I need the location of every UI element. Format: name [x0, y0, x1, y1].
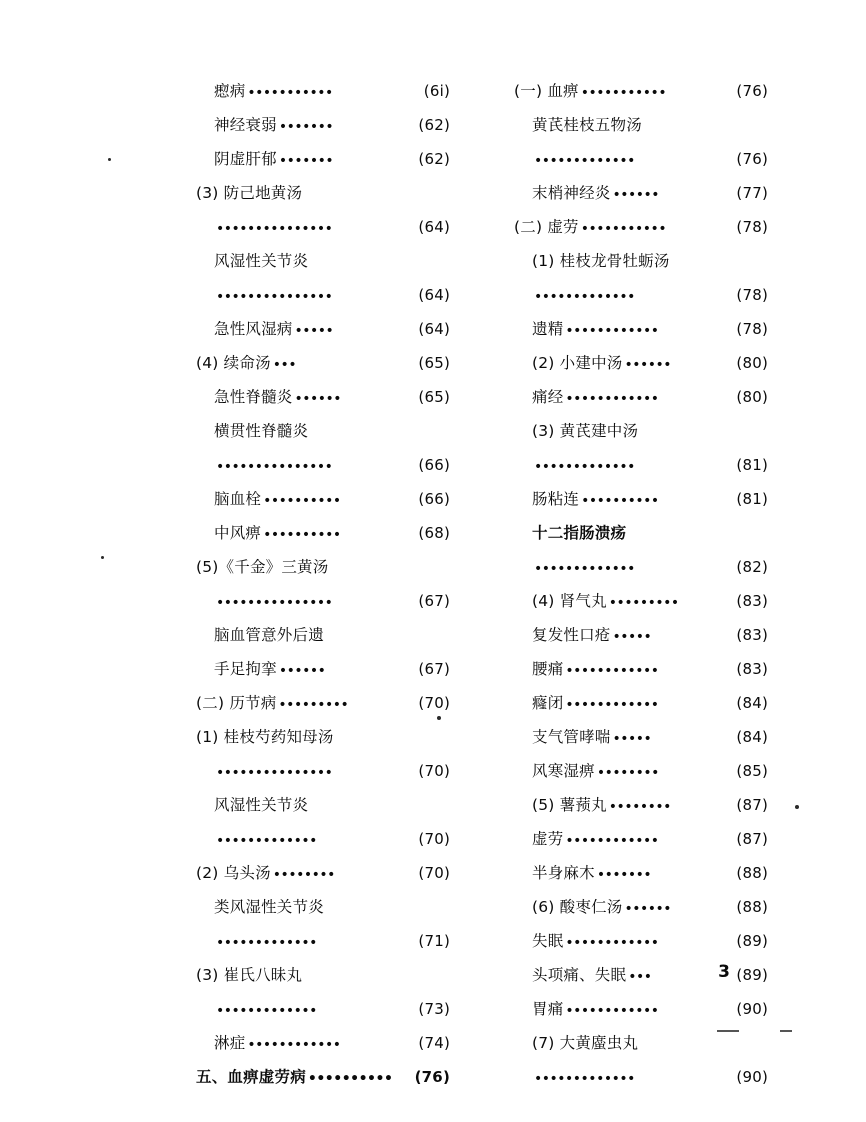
toc-entry-page: (78) — [736, 286, 768, 304]
toc-entry-continuation — [514, 288, 770, 322]
toc-entry — [514, 322, 770, 356]
toc-entry-page: (78) — [736, 218, 768, 236]
toc-dot-leader: ••••• — [612, 629, 652, 645]
toc-entry-page: (90) — [736, 1068, 768, 1086]
toc-dot-leader: ••• — [272, 357, 297, 373]
toc-dot-leader: ••••••••••••• — [534, 1071, 635, 1087]
toc-entry-page: (67) — [418, 660, 450, 678]
scan-dash — [717, 1030, 739, 1032]
toc-entry-label: 五、血痹虚劳病 — [196, 1068, 306, 1086]
toc-dot-leader: •••••• — [612, 187, 660, 203]
toc-dot-leader: •••••••••••• — [565, 391, 659, 407]
toc-dot-leader: •••••••••• — [263, 493, 341, 509]
toc-entry — [196, 254, 452, 288]
scan-speck — [108, 158, 111, 161]
toc-entry-continuation — [196, 220, 452, 254]
toc-entry-page: (83) — [736, 592, 768, 610]
toc-entry-chapter — [196, 1070, 452, 1104]
toc-dot-leader: •••••• — [624, 357, 672, 373]
toc-entry-continuation — [514, 1070, 770, 1104]
toc-entry-page: (84) — [736, 694, 768, 712]
toc-entry-page: (81) — [736, 456, 768, 474]
toc-dot-leader: ••••• — [612, 731, 652, 747]
toc-column-right — [514, 84, 770, 1104]
toc-dot-leader: ••••••••••• — [580, 221, 667, 237]
toc-entry-label: (1) 桂枝龙骨牡蛎汤 — [532, 252, 670, 270]
toc-column-left — [196, 84, 452, 1104]
toc-dot-leader: •••••••• — [596, 765, 659, 781]
toc-entry-label: 黄芪桂枝五物汤 — [532, 116, 642, 134]
toc-dot-leader: •••••••••••• — [565, 697, 659, 713]
toc-entry-label: (5)《千金》三黄汤 — [196, 558, 329, 576]
scan-speck — [437, 716, 441, 720]
toc-entry — [514, 594, 770, 628]
toc-entry — [514, 730, 770, 764]
toc-entry-page: (65) — [418, 388, 450, 406]
toc-entry-label: (6) 酸枣仁汤 — [532, 898, 623, 916]
toc-entry — [514, 866, 770, 900]
toc-entry-page: (62) — [418, 116, 450, 134]
toc-dot-leader: ••••••••••••• — [216, 833, 317, 849]
toc-entry — [196, 492, 452, 526]
toc-entry-continuation — [196, 458, 452, 492]
toc-dot-leader: •••••••••••• — [565, 323, 659, 339]
toc-dot-leader: •••••••••• — [307, 1071, 393, 1087]
toc-entry — [514, 424, 770, 458]
toc-entry-page: (90) — [736, 1000, 768, 1018]
toc-entry-label: 十二指肠溃疡 — [532, 524, 627, 542]
toc-entry-page: (6i) — [423, 82, 450, 100]
toc-entry-label: (3) 黄芪建中汤 — [532, 422, 639, 440]
page-number: 3 — [718, 962, 730, 982]
toc-entry — [514, 696, 770, 730]
toc-entry-page: (70) — [418, 864, 450, 882]
toc-entry-label: 神经衰弱 — [214, 116, 277, 134]
toc-entry-label: 中风痹 — [214, 524, 262, 542]
toc-entry-label: 末梢神经炎 — [532, 184, 611, 202]
toc-dot-leader: •••••• — [624, 901, 672, 917]
toc-entry-page: (84) — [736, 728, 768, 746]
scan-speck — [795, 805, 799, 809]
toc-dot-leader: ••••••••••••• — [534, 289, 635, 305]
toc-entry-page: (71) — [418, 932, 450, 950]
toc-dot-leader: ••••••••••••••• — [216, 459, 333, 475]
toc-entry-page: (88) — [736, 898, 768, 916]
toc-dot-leader: ••••••••• — [608, 595, 679, 611]
toc-entry-continuation — [514, 152, 770, 186]
toc-entry-label: 虚劳 — [532, 830, 564, 848]
toc-dot-leader: •••••••••••• — [565, 833, 659, 849]
toc-entry — [514, 934, 770, 968]
toc-entry-label: (2) 乌头汤 — [196, 864, 271, 882]
toc-entry-label: 类风湿性关节炎 — [214, 898, 324, 916]
toc-entry-label: 风寒湿痹 — [532, 762, 595, 780]
scan-speck — [101, 556, 104, 559]
scan-dash — [780, 1030, 792, 1032]
toc-entry-continuation — [196, 288, 452, 322]
toc-entry — [514, 84, 770, 118]
toc-entry — [514, 832, 770, 866]
table-of-contents — [196, 84, 776, 1104]
toc-entry-label: 癃闭 — [532, 694, 564, 712]
toc-entry-page: (76) — [414, 1068, 450, 1086]
toc-entry-label: 淋症 — [214, 1034, 246, 1052]
toc-entry — [514, 798, 770, 832]
toc-entry-page: (68) — [418, 524, 450, 542]
toc-dot-leader: •••••••• — [608, 799, 671, 815]
toc-dot-leader: •••••••••••• — [565, 935, 659, 951]
toc-entry-label: 失眠 — [532, 932, 564, 950]
toc-entry-continuation — [196, 594, 452, 628]
toc-entry-page: (76) — [736, 82, 768, 100]
toc-dot-leader: ••••••••••••• — [534, 459, 635, 475]
toc-entry-label: 急性风湿病 — [214, 320, 293, 338]
toc-entry-page: (87) — [736, 830, 768, 848]
toc-entry-label: (4) 续命汤 — [196, 354, 271, 372]
toc-entry — [196, 356, 452, 390]
toc-dot-leader: ••••••••••••• — [216, 935, 317, 951]
toc-entry — [514, 662, 770, 696]
toc-entry — [196, 662, 452, 696]
toc-entry-label: (4) 肾气丸 — [532, 592, 607, 610]
toc-entry — [196, 696, 452, 730]
toc-dot-leader: ••••••••••••••• — [216, 595, 333, 611]
toc-entry-page: (70) — [418, 694, 450, 712]
toc-entry-page: (87) — [736, 796, 768, 814]
toc-entry-page: (66) — [418, 490, 450, 508]
toc-entry-continuation — [514, 458, 770, 492]
toc-dot-leader: ••••• — [294, 323, 334, 339]
toc-entry — [514, 968, 770, 1002]
toc-entry-page: (66) — [418, 456, 450, 474]
toc-entry-page: (64) — [418, 320, 450, 338]
toc-entry-page: (67) — [418, 592, 450, 610]
toc-entry — [514, 220, 770, 254]
toc-dot-leader: ••••••••• — [278, 697, 349, 713]
toc-dot-leader: ••••••••••••• — [534, 561, 635, 577]
toc-entry — [514, 526, 770, 560]
toc-entry-continuation — [196, 934, 452, 968]
toc-entry-continuation — [196, 764, 452, 798]
toc-dot-leader: ••••••••••••••• — [216, 765, 333, 781]
toc-dot-leader: •••••••••••• — [565, 663, 659, 679]
toc-entry-label: (二) 历节病 — [196, 694, 277, 712]
toc-dot-leader: •••••••••••• — [247, 1037, 341, 1053]
toc-entry — [196, 730, 452, 764]
toc-entry-page: (83) — [736, 660, 768, 678]
toc-entry-label: (5) 薯蓣丸 — [532, 796, 607, 814]
toc-entry-label: 手足拘挛 — [214, 660, 277, 678]
toc-entry-page: (74) — [418, 1034, 450, 1052]
toc-entry-page: (70) — [418, 762, 450, 780]
toc-entry-label: 肠粘连 — [532, 490, 580, 508]
toc-entry — [196, 390, 452, 424]
toc-dot-leader: •••••••••• — [581, 493, 659, 509]
toc-entry — [514, 390, 770, 424]
toc-entry-continuation — [514, 560, 770, 594]
toc-entry-label: 横贯性脊髓炎 — [214, 422, 309, 440]
toc-dot-leader: •••••• — [278, 663, 326, 679]
toc-entry-label: 风湿性关节炎 — [214, 252, 309, 270]
toc-entry-page: (80) — [736, 388, 768, 406]
toc-entry — [196, 560, 452, 594]
toc-entry — [514, 628, 770, 662]
toc-dot-leader: ••••••••••• — [247, 85, 333, 101]
toc-dot-leader: ••••••••••••• — [216, 1003, 317, 1019]
toc-entry-label: 复发性口疮 — [532, 626, 611, 644]
toc-dot-leader: ••••••••••••••• — [216, 221, 333, 237]
toc-entry-page: (64) — [418, 286, 450, 304]
toc-entry — [196, 628, 452, 662]
toc-entry-page: (88) — [736, 864, 768, 882]
toc-entry-page: (80) — [736, 354, 768, 372]
toc-entry-label: 胃痛 — [532, 1000, 564, 1018]
toc-entry-label: (3) 崔氏八昧丸 — [196, 966, 303, 984]
toc-dot-leader: ••••••• — [596, 867, 652, 883]
toc-entry-page: (64) — [418, 218, 450, 236]
toc-entry — [196, 866, 452, 900]
toc-entry-page: (85) — [736, 762, 768, 780]
toc-entry-page: (77) — [736, 184, 768, 202]
toc-entry-page: (70) — [418, 830, 450, 848]
toc-entry-label: 脑血管意外后遗 — [214, 626, 324, 644]
toc-entry — [514, 764, 770, 798]
toc-entry — [196, 526, 452, 560]
toc-entry — [196, 798, 452, 832]
toc-entry-label: (二) 虚劳 — [514, 218, 579, 236]
toc-entry-continuation — [196, 1002, 452, 1036]
toc-dot-leader: ••• — [628, 969, 652, 985]
toc-entry — [196, 118, 452, 152]
toc-entry — [196, 424, 452, 458]
toc-dot-leader: ••••••••••••••• — [216, 289, 333, 305]
toc-entry-label: 腰痛 — [532, 660, 564, 678]
toc-dot-leader: •••••••••••• — [565, 1003, 659, 1019]
toc-entry-continuation — [196, 832, 452, 866]
toc-entry-page: (89) — [736, 932, 768, 950]
toc-entry — [196, 152, 452, 186]
toc-entry-page: (78) — [736, 320, 768, 338]
toc-dot-leader: ••••••••••••• — [534, 153, 635, 169]
toc-entry — [196, 322, 452, 356]
toc-dot-leader: ••••••• — [278, 119, 334, 135]
toc-entry-label: 风湿性关节炎 — [214, 796, 309, 814]
toc-entry-label: 半身麻木 — [532, 864, 595, 882]
toc-entry — [514, 900, 770, 934]
toc-dot-leader: ••••••••••• — [580, 85, 667, 101]
toc-entry-label: 遗精 — [532, 320, 564, 338]
toc-dot-leader: •••••••••• — [263, 527, 341, 543]
toc-entry — [514, 186, 770, 220]
toc-entry — [196, 186, 452, 220]
toc-dot-leader: •••••••• — [272, 867, 335, 883]
toc-entry — [196, 900, 452, 934]
toc-entry — [514, 356, 770, 390]
toc-entry-label: 头项痛、失眠 — [532, 966, 627, 984]
toc-entry — [514, 254, 770, 288]
toc-entry-label: 支气管哮喘 — [532, 728, 611, 746]
toc-entry-page: (62) — [418, 150, 450, 168]
toc-entry-page: (73) — [418, 1000, 450, 1018]
toc-entry-label: (7) 大黄䗪虫丸 — [532, 1034, 639, 1052]
toc-entry — [196, 968, 452, 1002]
toc-entry-page: (76) — [736, 150, 768, 168]
toc-entry-page: (81) — [736, 490, 768, 508]
toc-entry — [196, 1036, 452, 1070]
toc-entry — [514, 118, 770, 152]
toc-entry-label: 脑血栓 — [214, 490, 262, 508]
toc-entry-page: (89) — [736, 966, 768, 984]
toc-entry — [514, 492, 770, 526]
toc-entry-label: (1) 桂枝芍药知母汤 — [196, 728, 334, 746]
toc-entry-label: (3) 防己地黄汤 — [196, 184, 303, 202]
toc-entry-label: (2) 小建中汤 — [532, 354, 623, 372]
toc-entry-label: 阴虚肝郁 — [214, 150, 277, 168]
toc-dot-leader: ••••••• — [278, 153, 334, 169]
toc-entry-label: 急性脊髓炎 — [214, 388, 293, 406]
toc-entry-page: (83) — [736, 626, 768, 644]
toc-dot-leader: •••••• — [294, 391, 342, 407]
toc-entry — [196, 84, 452, 118]
toc-entry-label: 瘛病 — [214, 82, 246, 100]
toc-entry-label: (一) 血痹 — [514, 82, 579, 100]
toc-entry-page: (65) — [418, 354, 450, 372]
toc-entry-page: (82) — [736, 558, 768, 576]
toc-entry — [514, 1036, 770, 1070]
toc-entry-label: 痛经 — [532, 388, 564, 406]
